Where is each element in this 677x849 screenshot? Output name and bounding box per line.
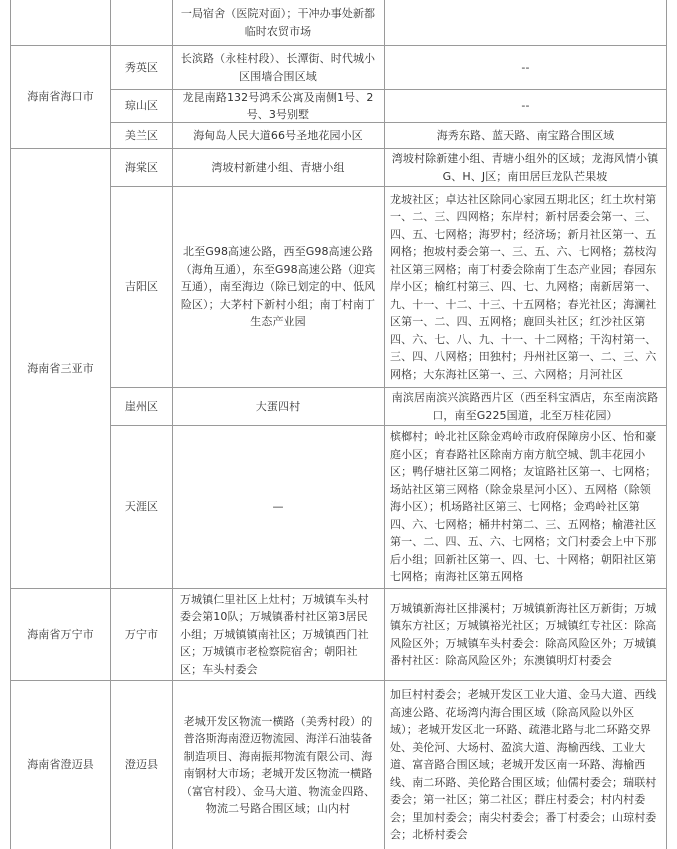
column-divider (666, 0, 667, 849)
high-risk-text: 北至G98高速公路，西至G98高速公路（海角互通），东至G98高速公路（迎宾互通），南至海边（除已划定的中、低风险区）；大茅村下新村小组；南丁村南丁生态产业园 (180, 245, 376, 329)
medium-risk-cell (386, 388, 664, 425)
high-risk-cell (174, 681, 382, 849)
medium-risk-cell (386, 426, 664, 588)
high-risk-text: 万城镇仁里社区上灶村；万城镇车头村委会第10队；万城镇番村社区第3居民小组；万城镇镇南社区；万城镇西门社区；万城镇市老检察院宿舍；朝阳社区；车头村委会 (180, 592, 369, 676)
province-name: 海南省万宁市 (27, 627, 94, 641)
medium-risk-text: 南滨居南滨兴滨路西片区（西至科宝酒店，东至南滨路口，南至G225国道，北至万桂花园） (391, 391, 659, 422)
district-name: 万宁市 (124, 627, 159, 641)
high-risk-cell (174, 90, 382, 122)
district-name: 美兰区 (124, 128, 159, 142)
medium-risk-text: -- (521, 99, 530, 113)
medium-risk-cell (386, 681, 664, 849)
medium-risk-text: 湾坡村除新建小组、青塘小组外的区域；龙海风情小镇G、H、J区；南田居巨龙队芒果坡 (391, 152, 659, 183)
high-risk-text: 老城开发区物流一横路（美秀村段）的普洛斯海南澄迈物流园、海洋石油装备制造项目、海南振邦物流有限公司、海南钢材大市场；老城开发区物流一横路（富官村段）、金马大道、物流金四路、物流二号路合围区域；山内村 (180, 714, 376, 815)
high-risk-cell (174, 426, 382, 588)
district-cell (111, 187, 172, 387)
high-risk-cell (174, 589, 382, 680)
district-name: 海棠区 (124, 160, 159, 174)
column-divider (172, 0, 173, 849)
district-name: 天涯区 (124, 500, 159, 514)
high-risk-cell (174, 46, 382, 89)
medium-risk-cell (385, 123, 666, 148)
district-name: 琼山区 (124, 99, 159, 113)
province-name: 海南省三亚市 (27, 361, 94, 375)
medium-risk-cell (386, 589, 664, 680)
district-cell (111, 681, 172, 849)
province-cell (11, 681, 110, 849)
medium-risk-cell (385, 90, 666, 122)
province-cell (11, 589, 110, 680)
district-cell (111, 123, 172, 148)
district-name: 崖州区 (124, 399, 159, 413)
medium-risk-text: 加巨村村委会；老城开发区工业大道、金马大道、西线高速公路、花场湾内海合围区域（除高风险以外区域）；老城开发区北一环路、疏港北路与北二环路交界处、美伦河、大场村、盈滨大道、海榆西线、工业大道、富音路合围区域；老城开发区南一环路、海榆西线、南二环路、美伦路合围区域；仙儒村委会；瑞联村委会；第一社区；第二社区；群庄村委会；村内村委会；里加村委会；南尖村委会；番丁村委会；山琼村委会；北桥村委会 (390, 688, 657, 842)
district-cell (111, 46, 172, 89)
high-risk-text: — (272, 500, 284, 514)
district-cell (111, 388, 172, 425)
district-cell (111, 149, 172, 186)
high-risk-text: 一局宿舍（医院对面）；干冲办事处新都临时农贸市场 (180, 7, 376, 38)
medium-risk-text: 海秀东路、蓝天路、南宝路合围区域 (436, 128, 615, 142)
medium-risk-text: 槟榔村；岭北社区除金鸡岭市政府保障房小区、怡和豪庭小区；育春路社区除南方南方航空城、凯丰花园小区；鸭仔塘社区第二网格；友谊路社区第一、七网格；场站社区第三网格（除金泉星河小区）、五网格（除领海小区）；机场路社区第三、七网格；金鸡岭社区第四、六、七网格；桶井村第二、三、五网格；榆港社区第一、二、四、五、六、七网格；文门村委会上中下那后小组；回新社区第一、四、七、十网格；朝阳社区第七网格；南海社区第五网格 (390, 430, 657, 584)
district-name: 吉阳区 (124, 280, 159, 294)
high-risk-cell (174, 0, 382, 45)
high-risk-text: 大蛋四村 (255, 399, 301, 413)
high-risk-cell (174, 388, 382, 425)
high-risk-cell (174, 149, 382, 186)
province-name: 海南省海口市 (27, 90, 94, 104)
high-risk-text: 龙昆南路132号鸿禾公寓及南侧1号、2号、3号别墅 (182, 90, 374, 121)
district-name: 澄迈县 (124, 758, 159, 772)
district-cell (111, 589, 172, 680)
district-name: 秀英区 (124, 60, 159, 74)
district-cell (111, 426, 172, 588)
province-cell (11, 46, 110, 148)
medium-risk-text: -- (521, 60, 530, 74)
district-cell (111, 90, 172, 122)
high-risk-text: 湾坡村新建小组、青塘小组 (211, 160, 345, 174)
province-cell (11, 149, 110, 588)
high-risk-text: 海甸岛人民大道66号圣地花园小区 (193, 128, 363, 142)
medium-risk-text: 万城镇新海社区排溪村；万城镇新海社区万新街；万城镇东方社区；万城镇裕光社区；万城镇红专社区：除高风险区外；万城镇车头村委会：除高风险区外；万城镇番村社区：除高风险区外；东澳镇明灯村委会 (390, 601, 657, 667)
high-risk-cell (174, 187, 382, 387)
province-name: 海南省澄迈县 (27, 758, 94, 772)
medium-risk-cell (385, 46, 666, 89)
high-risk-cell (174, 123, 382, 148)
medium-risk-cell (386, 187, 664, 387)
high-risk-text: 长滨路（永桂村段）、长潭街、时代城小区围墙合围区域 (180, 52, 376, 83)
medium-risk-text: 龙坡社区；卓达社区除同心家园五期北区；红土坎村第一、二、三、四网格；东岸村；新村居委会第一、三、四、五、七网格；海罗村；经济场；新月社区第一、五网格；抱坡村委会第一、三、五、六、七网格；荔枝沟社区第三网格；南丁村委会除南丁生态产业园；春园东岸小区；榆红村第三、四、七、九网格；南新居第一、九、十一、十二、十三、十五网格；春光社区；海澜社区第一、二、四、五网格；鹿回头社区；红沙社区第四、六、七、八、九、十一、十二网格；干沟村第一、三、四、八网格；田独村；丹州社区第一、二、三、六网格；大东海社区第一、三、六网格；月河社区 (390, 192, 657, 381)
medium-risk-cell (386, 149, 664, 186)
